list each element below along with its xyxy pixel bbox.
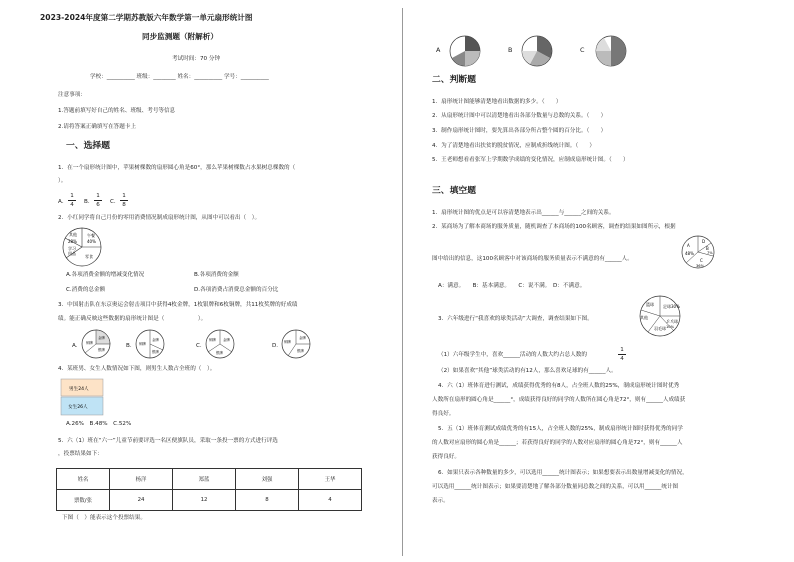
- fill-q4a: 4．六（1）班体育进行测试，成绩获得优秀的有8人，占全班人数的25%，制成扇形统计图时优秀: [438, 383, 680, 389]
- table-cell: 4: [299, 490, 362, 511]
- fill-q3a-frac-num: 1: [620, 347, 624, 353]
- pie-word: B: [706, 246, 709, 251]
- section-choice-heading: 一、选择题: [66, 141, 110, 151]
- q3-pie-b: [134, 328, 166, 360]
- page-divider: [402, 8, 403, 556]
- table-row: [57, 469, 362, 490]
- pie-letter-c: C: [580, 46, 585, 54]
- q3-pie-a: [80, 328, 112, 360]
- pie-word: 羽毛球: [654, 326, 666, 331]
- q5-after: 下图（ ）能表示这个投票结果。: [62, 515, 146, 521]
- fill-q2: 2．某商场为了解本商场的服务质量，随机调查了本商场的100名顾客，调查的结果如图所示，根据: [432, 224, 676, 230]
- fill-q3: 3．六年级进行“我喜欢的球类活动”大调查，调查结果如下图。: [438, 316, 593, 322]
- judge-item: 5．王老师想看看张军上学期数学成绩的变化情况，应制成扇形统计图。（ ）: [432, 157, 629, 163]
- q2-pie-label: 28%: [68, 239, 77, 244]
- fill-q4c: 得良好。: [432, 411, 455, 417]
- q2-pie-label: 用品: [68, 251, 76, 256]
- q2-option-a: A.各项消费金额的增减变化情况: [66, 272, 145, 278]
- pie-word: 金牌: [299, 336, 306, 340]
- judge-item: 4．为了清楚地看出扶贫的脱贫情况，应制成折线统计图。（ ）: [432, 143, 595, 149]
- fraction-bar: [120, 200, 128, 201]
- q3-option-a: A.: [72, 343, 78, 349]
- fraction-bar: [618, 354, 626, 355]
- q2-pie-chart: [60, 226, 110, 268]
- q4-boys-label: 男生24人: [69, 387, 89, 392]
- q5-pie-a: [448, 34, 482, 68]
- q1-frac-c-den: 8: [122, 202, 126, 208]
- q1-text: 1．在一个扇形统计图中，苹果树棵数的扇形圆心角是60°，那么苹果树棵数占水果树总棵数的（: [58, 165, 296, 171]
- q1-frac-b-num: 1: [96, 193, 100, 199]
- pie-word: 铜牌: [209, 338, 216, 342]
- pie-word: 铜牌: [86, 341, 93, 345]
- q3-option-b: B.: [126, 343, 132, 349]
- fill-q4b: 人数所在扇形的圆心角是______°，成绩获得良好的同学的人数所在圆心角是72°，则有______人成绩获: [432, 397, 686, 403]
- table-cell: 票数/张: [57, 490, 110, 511]
- right-page: [408, 0, 794, 562]
- fill-q6b: 可以选用______统计图表示；如果要清楚地了解各部分数量同总数之间的关系，可以用______统计图: [432, 484, 679, 490]
- q5-vote-table: [56, 468, 362, 511]
- fill-q3b: （2）如果喜欢“其他”球类活动的有12人，那么喜欢足球的有______人。: [438, 368, 617, 374]
- fill-q3a-frac-den: 4: [620, 356, 624, 362]
- pie-word: 篮球: [646, 302, 654, 307]
- pie-word: 金牌: [152, 338, 159, 342]
- fill-q3a: （1）六年级学生中，喜欢______活动的人数大约占总人数的: [438, 352, 587, 358]
- pie-word: 铜牌: [284, 340, 291, 344]
- pie-word: 银牌: [297, 349, 304, 353]
- fill-q5c: 获得良好。: [432, 454, 460, 460]
- q1-option-a: A．: [58, 199, 68, 205]
- fill-q3-pie: [634, 294, 686, 338]
- q4-text: 4．某班男、女生人数情况如下图，则男生人数占全班的（ ）。: [58, 366, 216, 372]
- pie-word: 足球30%: [663, 304, 680, 309]
- table-cell: 24: [110, 490, 173, 511]
- q1-tail: ）。: [58, 178, 67, 184]
- q3-text: 3．中国射击队在东京奥运会射击项目中获得4枚金牌，1枚银牌和6枚铜牌，共11枚奖牌的好成绩: [58, 302, 298, 308]
- section-fill-heading: 三、填空题: [432, 186, 476, 196]
- doc-title-line1: 2023-2024年度第二学期苏教版六年数学第一单元扇形统计图: [40, 13, 253, 22]
- q2-pie-label: 零食: [85, 254, 93, 259]
- exam-time: 考试时间：70 分钟: [172, 56, 221, 62]
- fill-q2-options: A：满意。 B：基本满意。 C：说不满。 D：不满意。: [438, 283, 586, 289]
- fraction-bar: [94, 200, 102, 201]
- pie-word: C: [700, 258, 703, 263]
- pie-letter-a: A: [436, 46, 441, 54]
- judge-item: 3．制作扇形统计图时，要先算出各部分所占整个圆的百分比。（ ）: [432, 128, 607, 134]
- q2-option-d: D.各项消费占消费总金额的百分比: [194, 287, 279, 293]
- judge-item: 1．扇形统计图能够清楚地看出数据的多少。（ ）: [432, 99, 562, 105]
- q3-option-d: D.: [272, 343, 279, 349]
- pie-word: D: [702, 239, 706, 244]
- fill-q2b: 图中给出的信息，这100名顾客中对该商场的服务质量表示不满意的有______人。: [432, 256, 633, 262]
- table-cell: 郑蓝: [173, 469, 236, 490]
- q1-frac-b-den: 6: [96, 202, 100, 208]
- judge-item: 2．从扇形统计图中可以清楚地看出各部分数量与总数的关系。（ ）: [432, 113, 607, 119]
- fill-q2-pie: [678, 234, 718, 270]
- q1-frac-a-den: 4: [70, 202, 74, 208]
- pie-word: 金牌: [223, 338, 230, 342]
- q2-pie-label: 学习: [68, 246, 76, 251]
- pie-word: 48%: [685, 251, 694, 256]
- fill-q5a: 5．五（1）班体育测试成绩优秀的有15人，占全班人数的25%，制成扇形统计图时获得优秀的同学: [438, 426, 683, 432]
- q5-pie-c: [594, 34, 628, 68]
- q1-option-b: B．: [84, 199, 94, 205]
- pie-word: A: [687, 243, 690, 248]
- table-cell: 姓名: [57, 469, 110, 490]
- q2-option-b: B.各项消费的金额: [194, 272, 239, 278]
- student-info-fields: 学校：__________ 班级：________ 姓名：__________ 学号：__________: [90, 74, 269, 80]
- q2-pie-label: 其他: [69, 232, 77, 237]
- q5-text2: ，投票结果如下：: [58, 451, 103, 457]
- q4-bar-diagram: [60, 378, 106, 418]
- note-item: 1.答题前填写好自己的姓名、班级、考号等信息: [58, 108, 176, 114]
- q1-option-c: C．: [110, 199, 120, 205]
- q3-text2: 绩。能正确反映这些数据的扇形统计图是（ ）。: [58, 316, 207, 322]
- q2-text: 2．小红同学将自己月份的零用消费情况制成扇形统计图，从图中可以看出（ ）。: [58, 215, 261, 221]
- pie-letter-b: B: [508, 46, 513, 54]
- pie-word: 银牌: [152, 350, 159, 354]
- fraction-bar: [68, 200, 76, 201]
- pie-word: 铜牌: [139, 342, 146, 346]
- pie-word: 10%: [666, 325, 674, 329]
- q4-options: A.26% B.48% C.52%: [66, 421, 132, 427]
- note-item: 2.请将答案正确填写在答题卡上: [58, 124, 137, 130]
- doc-title-line2: 同步监测题（附解析）: [142, 32, 218, 41]
- table-cell: 杨洋: [110, 469, 173, 490]
- q1-frac-c-num: 1: [122, 193, 126, 199]
- pie-word: 金牌: [98, 336, 105, 340]
- table-cell: 刘强: [236, 469, 299, 490]
- q2-option-c: C.消费的总金额: [66, 287, 106, 293]
- q3-pie-d: [280, 328, 312, 360]
- pie-word: 银牌: [98, 348, 105, 352]
- notes-heading: 注意事项：: [58, 92, 86, 98]
- table-cell: 8: [236, 490, 299, 511]
- q4-girls-label: 女生26人: [68, 405, 88, 410]
- fill-q1: 1．扇形统计图的优点是可以容清楚地表示出______与______之间的关系。: [432, 210, 615, 216]
- fill-q6a: 6．如果只表示各种数量的多少，可以选用______统计图表示；如果想要表示出数量增减变化的情况，: [438, 470, 688, 476]
- pie-word: 银牌: [216, 351, 223, 355]
- q5-pie-b: [520, 34, 554, 68]
- q3-option-c: C.: [196, 343, 202, 349]
- fill-q5b: 的人数对应扇形的圆心角是______；若获得良好的同学的人数对应扇形的圆心角是72°，则有______人: [432, 440, 683, 446]
- q2-pie-label: 午餐: [87, 233, 95, 238]
- section-judge-heading: 二、判断题: [432, 75, 476, 85]
- fill-q6c: 表示。: [432, 498, 449, 504]
- q3-pie-c: [204, 328, 236, 360]
- table-row: [57, 490, 362, 511]
- q5-text: 5．六（1）班在“六一”儿童节前要评选一名区便旗队员，采取一条投一票的方式进行评选: [58, 438, 278, 444]
- pie-word: 乒乓球: [666, 319, 678, 324]
- table-cell: 王华: [299, 469, 362, 490]
- pie-word: 其他: [640, 315, 648, 320]
- pie-word: 7%: [707, 251, 713, 255]
- q1-frac-a-num: 1: [70, 193, 74, 199]
- q2-pie-label: 40%: [87, 239, 96, 244]
- table-cell: 12: [173, 490, 236, 511]
- pie-word: 36%: [696, 264, 704, 268]
